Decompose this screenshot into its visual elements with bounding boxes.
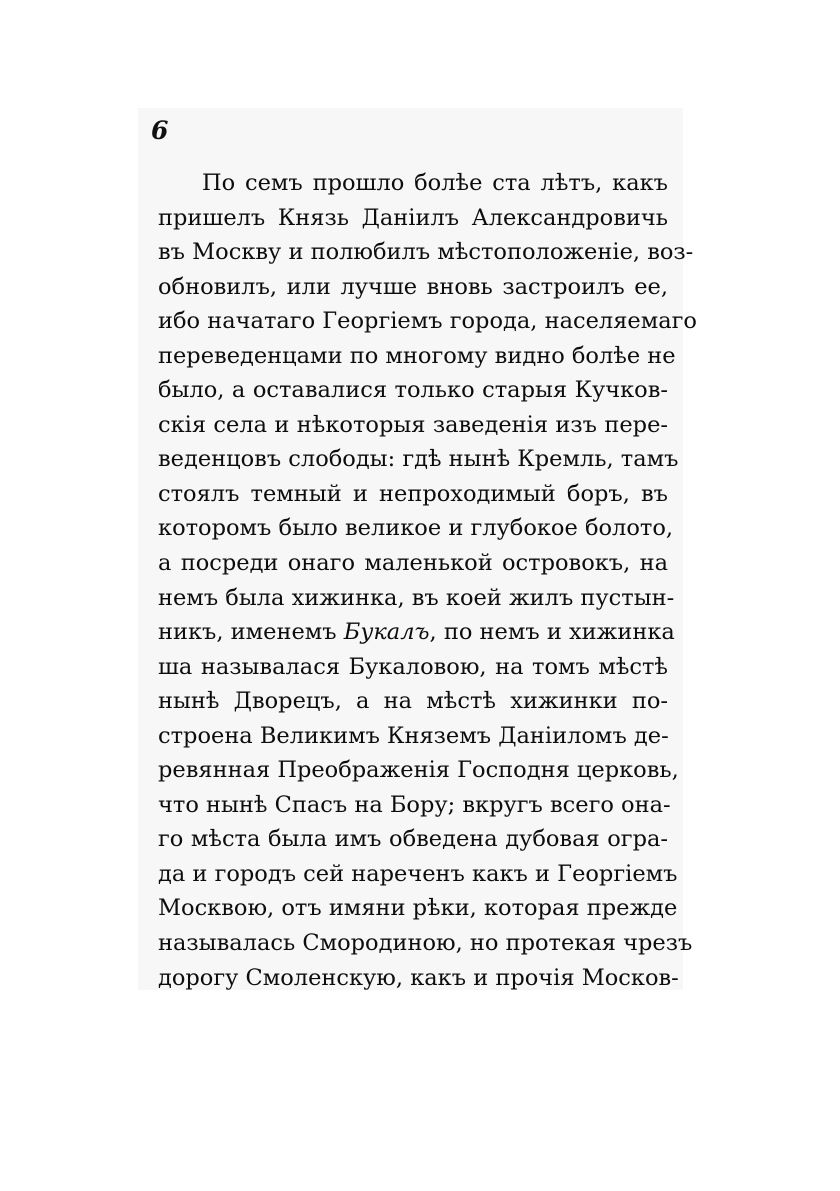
text-line: строена Великимъ Княземъ Даніиломъ де- [158, 722, 669, 749]
text-line: го мѣста была имъ обведена дубовая огра- [158, 826, 668, 853]
text-line: что нынѣ Спасъ на Бору; вкругъ всего она- [158, 791, 671, 818]
text-line: дорогу Смоленскую, какъ и прочія Москов- [158, 964, 679, 991]
text-line: скія села и нѣкоторыя заведенія изъ пере- [158, 411, 668, 438]
text-line: ибо начатаго Георгіемъ города, населяемаго [158, 308, 697, 335]
text-line: стоялъ темный и непроходимый боръ, въ [158, 480, 668, 507]
text-line: По семъ прошло болѣе ста лѣтъ, какъ [202, 170, 668, 196]
text-line: ревянная Преображенія Господня церковь, [158, 757, 679, 784]
text-line: да и городъ сей нареченъ какъ и Георгіемъ [158, 860, 678, 887]
text-line: обновилъ, или лучше вновь застроилъ ее, [158, 273, 668, 300]
text-line: веденцовъ слободы: гдѣ нынѣ Кремль, тамъ [158, 446, 679, 473]
text-line: было, а оставалися только старыя Кучков- [158, 377, 668, 404]
text-line-with-name [158, 615, 675, 650]
italic-name: Букалъ [343, 619, 430, 646]
text-line: ша называлася Букаловою, на томъ мѣстѣ [158, 653, 668, 680]
text-line: Москвою, отъ имяни рѣки, которая прежде [158, 895, 678, 922]
body-text [158, 166, 697, 995]
text-line: нынѣ Дворецъ, а на мѣстѣ хижинки по- [158, 688, 668, 715]
text-line: которомъ было великое и глубокое болото, [158, 515, 674, 542]
text-fragment: никъ, именемъ [158, 619, 337, 646]
text-line: называлась Смородиною, но протекая чрезъ [158, 930, 693, 957]
text-line: пришелъ Князь Даніилъ Александровичь [158, 204, 668, 231]
text-line: въ Москву и полюбилъ мѣстоположеніе, воз- [158, 239, 694, 266]
text-line: а посреди онаго маленькой островокъ, на [158, 550, 668, 577]
text-line: немъ была хижинка, въ коей жилъ пустын- [158, 584, 675, 611]
text-line: переведенцами по многому видно болѣе не [158, 342, 676, 369]
page-number: 6 [151, 116, 169, 145]
text-fragment: , по немъ и хижинка [429, 619, 675, 646]
